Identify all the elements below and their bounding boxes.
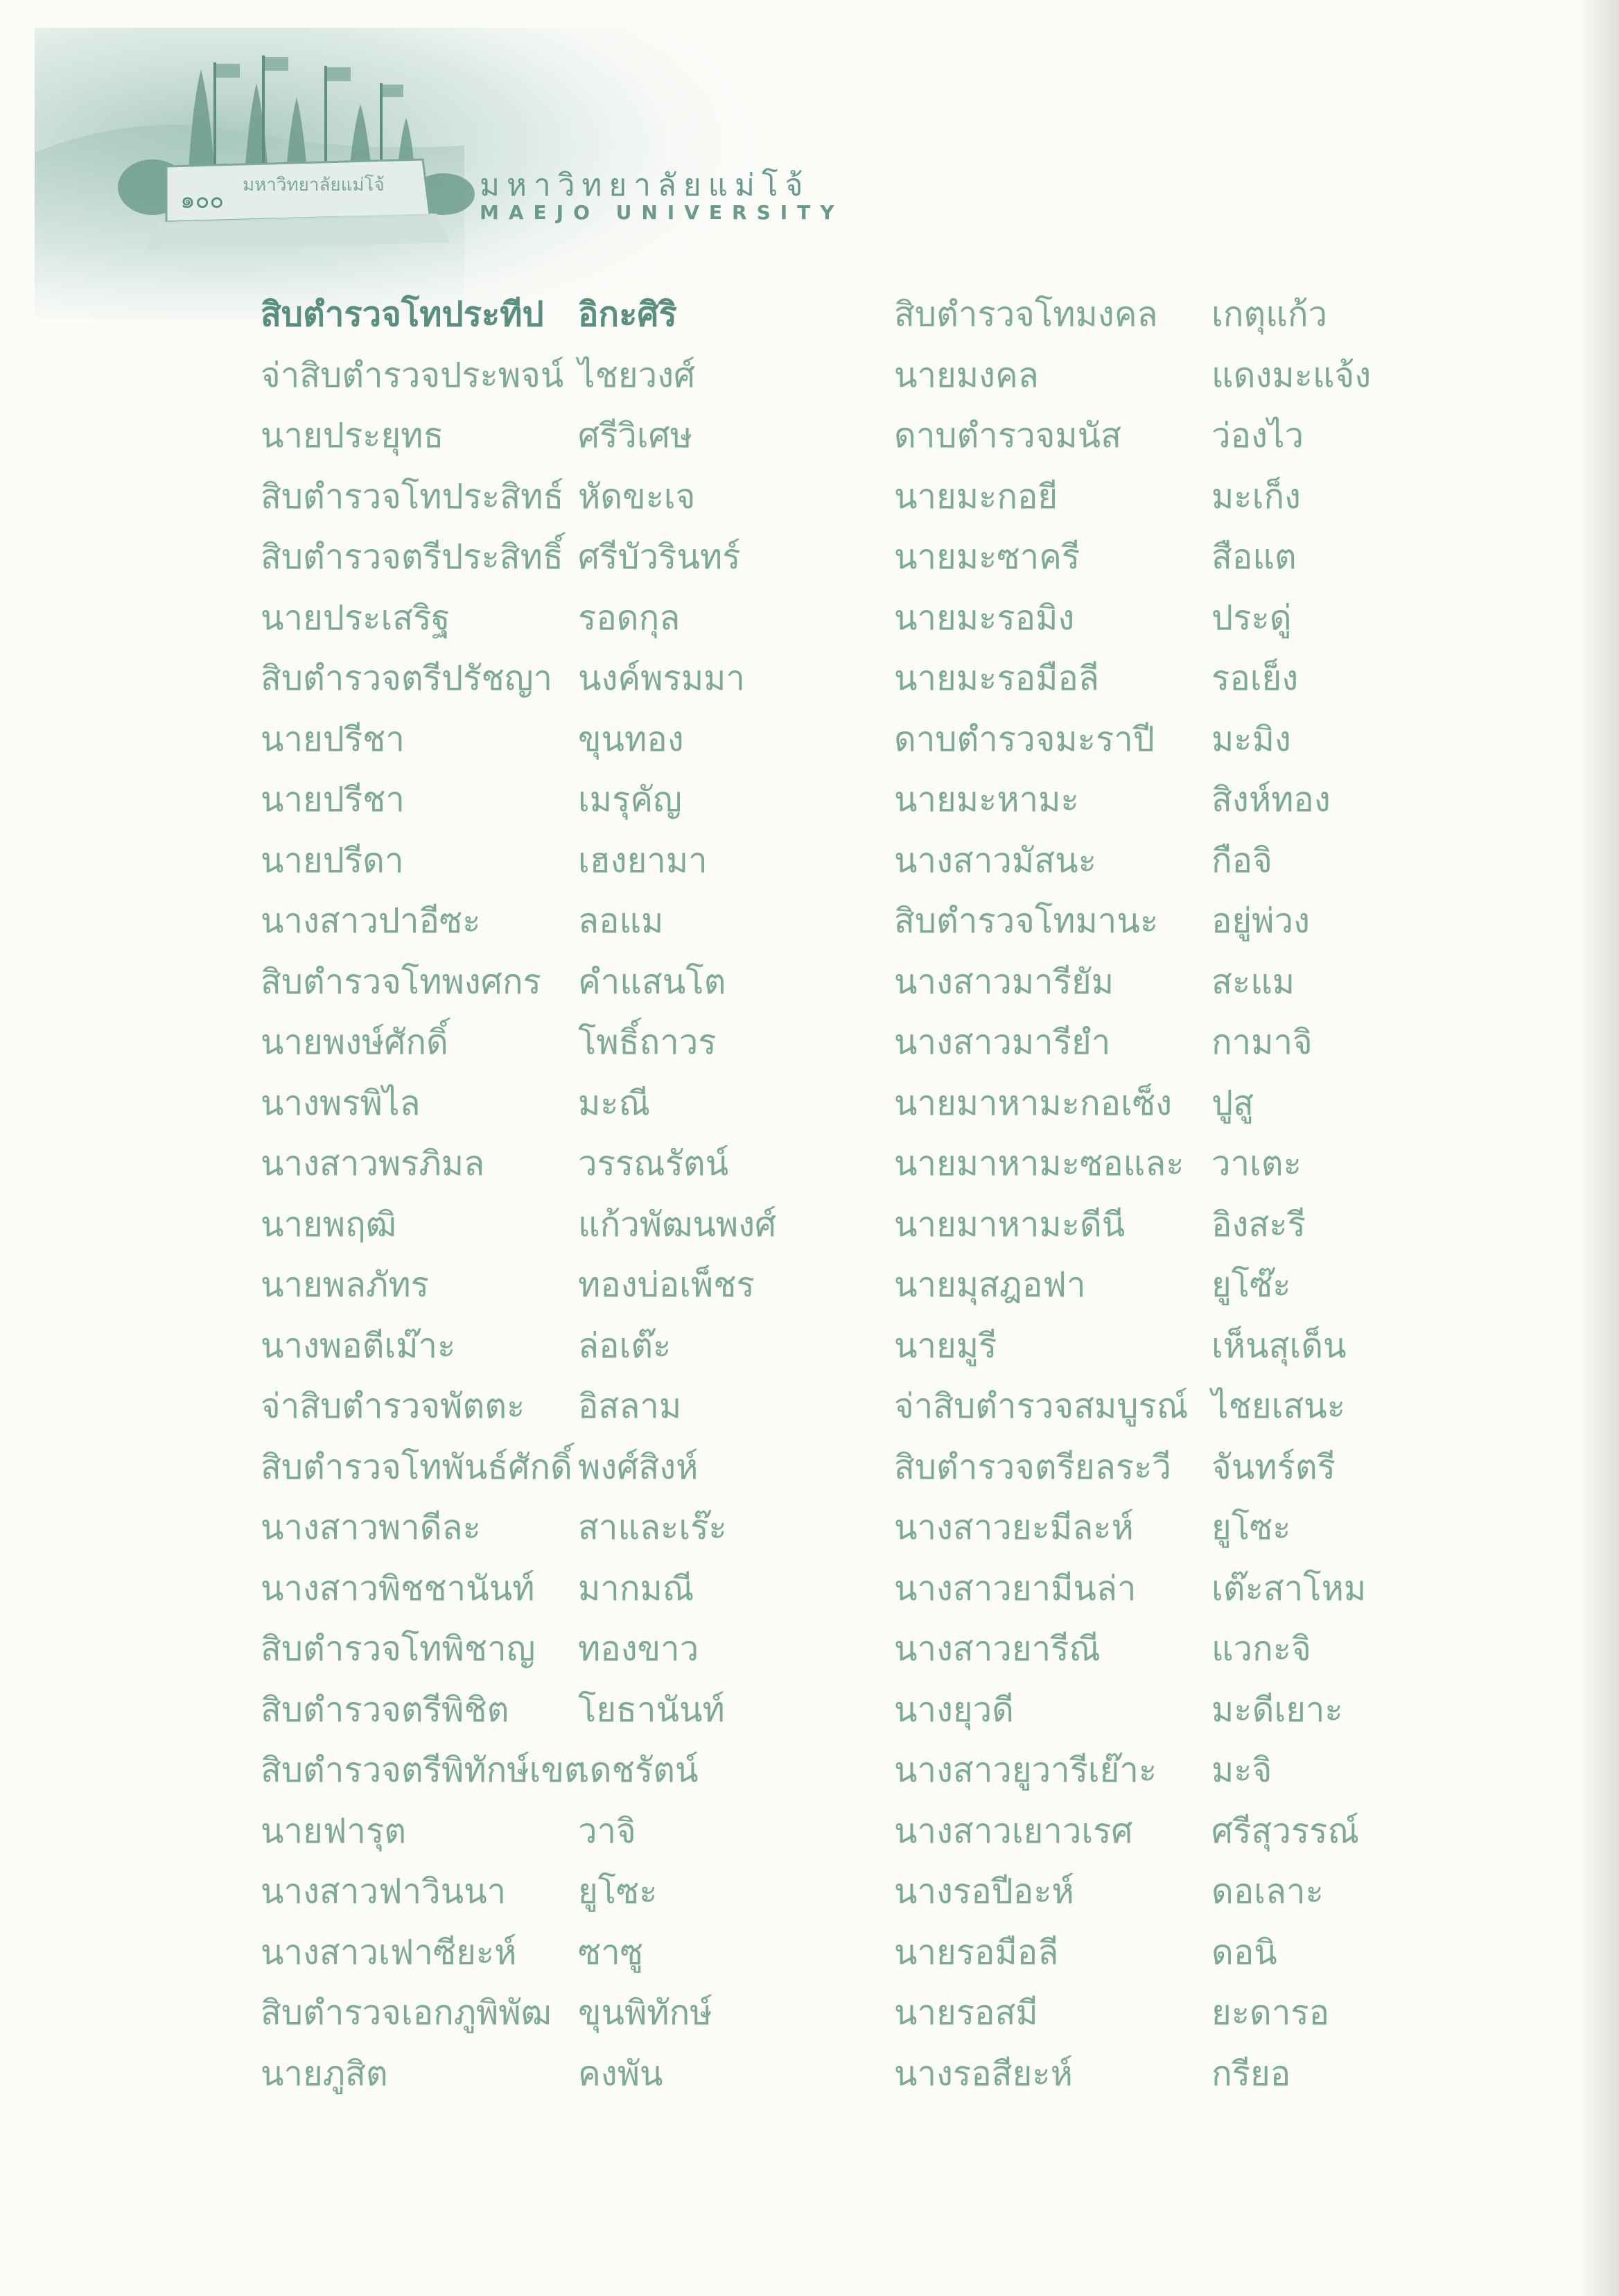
left-surname: โยธานันท์ (578, 1689, 725, 1730)
name-row (0, 1437, 1619, 1498)
name-row (0, 1740, 1619, 1801)
right-full-name: นายมุสฎอฟา (894, 1265, 1086, 1305)
name-row (0, 1558, 1619, 1619)
name-row (0, 1073, 1619, 1134)
left-surname: คงพัน (578, 2053, 663, 2094)
right-full-name: นางรอปีอะห์ (894, 1872, 1074, 1911)
name-row (0, 284, 1619, 345)
left-surname: ทองขาว (578, 1629, 699, 1669)
left-surname: มากมณี (578, 1568, 694, 1608)
right-full-name: นายรอมือลี (894, 1932, 1059, 1972)
right-surname: เห็นสุเด็น (1211, 1325, 1347, 1366)
right-full-name: นายมาหามะกอเซ็ง (894, 1083, 1172, 1123)
right-surname: ไชยเสนะ (1211, 1386, 1346, 1426)
left-full-name: นางสาวเฟาซียะห์ (261, 1932, 517, 1972)
name-row (0, 588, 1619, 649)
left-full-name: นายพลภัทร (261, 1265, 429, 1305)
left-full-name: นางสาวฟาวินนา (261, 1872, 507, 1911)
name-row (0, 769, 1619, 830)
left-full-name: นายประเสริฐ (261, 598, 450, 638)
left-full-name: นางสาวพิชชานันท์ (261, 1568, 535, 1608)
left-surname: ขุนพิทักษ์ (578, 1993, 712, 2033)
left-full-name: นางสาวปาอีซะ (261, 901, 481, 941)
left-surname: คำแสนโต (578, 962, 726, 1002)
right-surname: ว่องไว (1211, 416, 1304, 455)
left-full-name: นายปรีดา (261, 840, 404, 880)
left-surname: นงค์พรมมา (578, 659, 745, 698)
right-surname: กรียอ (1211, 2053, 1291, 2094)
right-full-name: ดาบตำรวจมนัส (894, 416, 1122, 455)
left-surname: ล่อเต๊ะ (578, 1325, 672, 1366)
left-surname: อิสลาม (578, 1386, 682, 1426)
left-surname: ขุนทอง (578, 719, 684, 759)
right-surname: รอเย็ง (1211, 659, 1299, 698)
name-row (0, 709, 1619, 770)
left-full-name: นายพฤฒิ (261, 1204, 396, 1244)
left-full-name: นายฟารุต (261, 1811, 407, 1851)
right-surname: แวกะจิ (1211, 1629, 1311, 1669)
left-surname: หัดขะเจ (578, 476, 696, 516)
right-full-name: นางสาวมารียำ (894, 1023, 1111, 1062)
right-surname: ยูโซ๊ะ (1211, 1265, 1291, 1305)
left-surname: อิกะศิริ (578, 295, 677, 334)
left-surname: ศรีวิเศษ (578, 416, 693, 455)
right-surname: มะจิ (1211, 1750, 1272, 1790)
left-full-name: สิบตำรวจเอกภูพิพัฒ (261, 1993, 552, 2033)
name-row (0, 1801, 1619, 1862)
right-surname: วาเตะ (1211, 1144, 1302, 1183)
name-row (0, 830, 1619, 892)
right-surname: ศรีสุวรรณ์ (1211, 1811, 1359, 1851)
right-surname: กามาจิ (1211, 1023, 1313, 1062)
left-full-name: จ่าสิบตำรวจพัตตะ (261, 1386, 525, 1426)
right-full-name: นายมูรี (894, 1325, 997, 1366)
left-surname: วรรณรัตน์ (578, 1144, 729, 1183)
right-full-name: นางยุวดี (894, 1689, 1014, 1730)
name-row (0, 952, 1619, 1013)
right-full-name: นายมะกอยี (894, 476, 1058, 516)
right-full-name: นางสาวมารียัม (894, 962, 1114, 1002)
name-row (0, 467, 1619, 528)
left-full-name: นายพงษ์ศักดิ์ (261, 1023, 448, 1062)
right-full-name: นายมะหามะ (894, 780, 1079, 819)
right-full-name: นางสาวยูวารีเย๊าะ (894, 1750, 1157, 1790)
right-full-name: นายมะรอมิง (894, 598, 1075, 638)
name-row (0, 1012, 1619, 1073)
right-surname: มะมิง (1211, 719, 1291, 759)
left-full-name: สิบตำรวจตรีปรัชญา (261, 659, 552, 698)
left-surname: ไชยวงศ์ (578, 355, 696, 395)
right-full-name: นางสาวยารีณี (894, 1629, 1101, 1669)
left-full-name: นายประยุทธ (261, 416, 444, 455)
right-surname: ยูโซะ (1211, 1508, 1291, 1547)
right-full-name: สิบตำรวจตรียลระวี (894, 1447, 1171, 1487)
right-surname: สิงห์ทอง (1211, 780, 1331, 819)
left-full-name: สิบตำรวจโทประทีป (261, 295, 544, 334)
right-full-name: นายมงคล (894, 355, 1039, 395)
svg-text:๑๐๐: ๑๐๐ (180, 186, 225, 214)
left-full-name: นางพรพิไล (261, 1083, 421, 1123)
right-surname: สะแม (1211, 962, 1295, 1002)
name-row (0, 1255, 1619, 1316)
name-row (0, 1922, 1619, 1983)
name-row (0, 527, 1619, 588)
right-surname: เต๊ะสาโหม (1211, 1568, 1367, 1608)
right-full-name: นายมะซาครี (894, 537, 1080, 577)
left-surname: เฮงยามา (578, 840, 708, 880)
left-surname: พงศ์สิงห์ (578, 1447, 699, 1487)
left-full-name: สิบตำรวจโทประสิทธ์ (261, 476, 564, 516)
right-full-name: นายมะรอมือลี (894, 659, 1099, 698)
right-surname: มะเก็ง (1211, 476, 1301, 516)
left-surname: โพธิ์ถาวร (578, 1023, 717, 1062)
left-full-name: นายปรีชา (261, 780, 405, 819)
left-full-name: นางสาวพาดีละ (261, 1508, 481, 1547)
right-full-name: นางสาวมัสนะ (894, 840, 1096, 880)
name-row (0, 406, 1619, 467)
monument-sign-icon (146, 159, 450, 250)
right-surname: กือจิ (1211, 840, 1272, 880)
name-row (0, 2044, 1619, 2105)
left-surname: ยูโซะ (578, 1872, 658, 1911)
left-surname: รอดกุล (578, 598, 681, 638)
right-full-name: นางสาวยะมีละห์ (894, 1508, 1134, 1547)
right-surname: ดอนิ (1211, 1932, 1277, 1972)
right-full-name: สิบตำรวจโทมงคล (894, 295, 1158, 334)
left-full-name: สิบตำรวจตรีพิทักษ์เขต (261, 1750, 586, 1790)
left-full-name: นางสาวพรภิมล (261, 1144, 485, 1183)
right-surname: ยะดารอ (1211, 1993, 1330, 2033)
svg-text:มหาวิทยาลัยแม่โจ้: มหาวิทยาลัยแม่โจ้ (243, 175, 385, 195)
name-row (0, 648, 1619, 709)
left-surname: ศรีบัวรินทร์ (578, 537, 741, 577)
right-full-name: นายมาหามะซอและ (894, 1144, 1184, 1183)
right-surname: อิงสะรี (1211, 1204, 1306, 1244)
right-surname: อยู่พ่วง (1211, 901, 1310, 941)
name-row (0, 1194, 1619, 1255)
name-row (0, 891, 1619, 952)
right-full-name: นายมาหามะดีนี (894, 1204, 1126, 1244)
name-row (0, 1619, 1619, 1680)
left-surname: ทองบ่อเพ็ชร (578, 1265, 755, 1305)
right-surname: ปูสู (1211, 1083, 1254, 1123)
left-surname: ลอแม (578, 901, 664, 941)
left-surname: ซาซู (578, 1932, 644, 1972)
name-row (0, 1376, 1619, 1437)
name-row (0, 1680, 1619, 1741)
name-row (0, 1133, 1619, 1194)
right-surname: จันทร์ตรี (1211, 1447, 1336, 1487)
left-full-name: นายภูสิต (261, 2053, 388, 2094)
left-full-name: นางพอตีเม๊าะ (261, 1325, 456, 1366)
left-surname: สาและเร๊ะ (578, 1508, 727, 1547)
right-full-name: นางสาวเยาวเรศ (894, 1811, 1133, 1851)
left-full-name: สิบตำรวจตรีพิชิต (261, 1689, 509, 1730)
left-full-name: นายปรีชา (261, 719, 405, 759)
left-surname: เมรุคัญ (578, 780, 682, 819)
right-surname: มะดีเยาะ (1211, 1689, 1343, 1730)
right-surname: แดงมะแจ้ง (1211, 355, 1372, 395)
university-name-thai: มหาวิทยาลัยแม่โจ้ (480, 168, 810, 203)
right-full-name: จ่าสิบตำรวจสมบูรณ์ (894, 1386, 1189, 1426)
university-name-english: MAEJO UNIVERSITY (480, 201, 844, 224)
left-surname: วาจิ (578, 1811, 636, 1851)
left-full-name: จ่าสิบตำรวจประพจน์ (261, 355, 564, 395)
left-full-name: สิบตำรวจโทพงศกร (261, 962, 541, 1002)
right-surname: ดอเลาะ (1211, 1872, 1324, 1911)
right-surname: เกตุแก้ว (1211, 295, 1328, 334)
right-surname: ประดู่ (1211, 598, 1292, 638)
name-row (0, 1316, 1619, 1377)
right-full-name: ดาบตำรวจมะราปี (894, 719, 1155, 759)
name-row (0, 1497, 1619, 1558)
right-full-name: นางสาวยามีนล่า (894, 1568, 1137, 1608)
left-full-name: สิบตำรวจโทพิชาญ (261, 1629, 536, 1669)
name-row (0, 1983, 1619, 2044)
right-full-name: นายรอสมี (894, 1993, 1038, 2033)
right-surname: สือแต (1211, 537, 1297, 577)
right-full-name: นางรอสียะห์ (894, 2053, 1073, 2094)
left-surname: มะณี (578, 1083, 651, 1123)
name-row (0, 1861, 1619, 1922)
left-surname: แก้วพัฒนพงศ์ (578, 1204, 777, 1244)
left-full-name: สิบตำรวจโทพันธ์ศักดิ์ (261, 1447, 572, 1487)
name-row (0, 345, 1619, 406)
left-surname: เดชรัตน์ (578, 1750, 699, 1790)
left-full-name: สิบตำรวจตรีประสิทธิ์ (261, 537, 563, 577)
name-list (0, 284, 1619, 2104)
right-full-name: สิบตำรวจโทมานะ (894, 901, 1159, 941)
